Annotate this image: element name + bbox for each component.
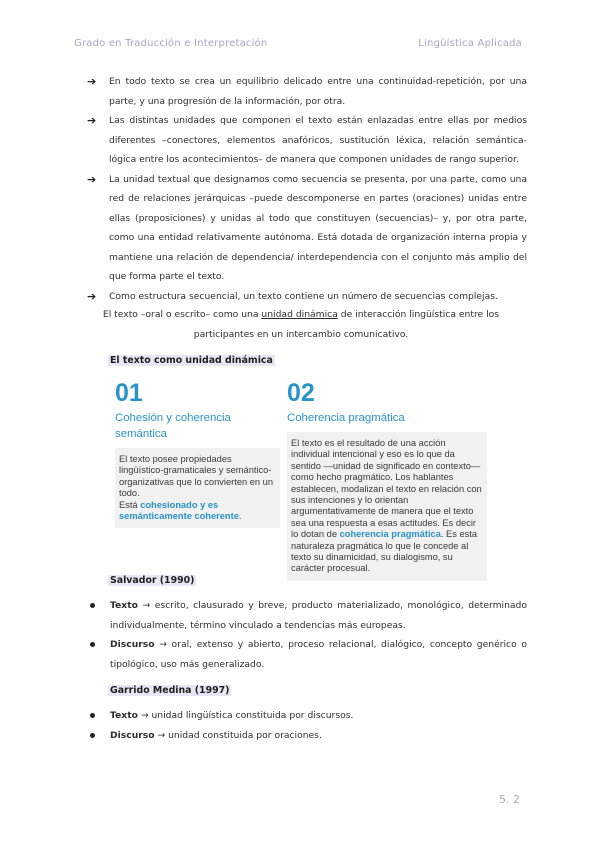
bullet-dot-icon	[90, 733, 95, 738]
card-cohesion	[115, 378, 280, 528]
header-subject: Lingüística Aplicada	[418, 38, 522, 49]
author-heading: Salvador (1990)	[110, 575, 195, 586]
card-number: 02	[287, 379, 315, 407]
card-number: 01	[115, 379, 143, 407]
list-item: ➔ Como estructura secuencial, un texto contiene un número de secuencias complejas.	[87, 287, 527, 307]
list-item: ➔ Las distintas unidades que componen el texto están enlazadas entre ellas por medios diferentes –conectores, elementos anafóricos, sustitución léxica, relación semántica-lógica entre los acontecimientos– de manera que componen unidades de rango superior.	[87, 111, 527, 170]
arrow-right-icon: ➔	[87, 75, 97, 88]
list-item: Texto → unidad lingüística constituida por discursos.	[89, 706, 527, 726]
section-title: El texto como unidad dinámica	[110, 355, 273, 366]
card-title: Coherencia pragmática	[287, 412, 405, 424]
author-definition-list	[89, 706, 527, 745]
author-heading: Garrido Medina (1997)	[110, 685, 230, 696]
bullet-dot-icon	[90, 603, 95, 608]
arrow-right-icon: ➔	[87, 114, 97, 127]
bullet-dot-icon	[90, 642, 95, 647]
page-number: 5. 2	[499, 793, 520, 806]
author-definition-list	[89, 596, 527, 674]
definition-paragraph: El texto –oral o escrito– como una unidad dinámica de interacción lingüística entre los participantes en un intercambio comunicativo.	[102, 309, 500, 340]
card-title: Cohesión y coherencia semántica	[115, 412, 231, 440]
arrow-right-icon: ➔	[87, 289, 97, 303]
bullet-dot-icon	[90, 713, 95, 718]
list-item: Discurso → oral, extenso y abierto, proceso relacional, dialógico, concepto genérico o tipológico, uso más generalizado.	[89, 635, 527, 674]
list-item: Texto → escrito, clausurado y breve, producto materializado, monológico, determinado individualmente, término vinculado a tendencias más europeas.	[89, 596, 527, 635]
arrow-bullet-list	[87, 72, 527, 306]
list-item: ➔ La unidad textual que designamos como secuencia se presenta, por una parte, como una red de relaciones jerárquicas –puede descomponerse en partes (oraciones) unidas entre ellas (proposiciones) y unidas al todo que constituyen (secuencias)– y, por otra parte, como una entidad relativamente autónoma. Está dotada de organización interna propia y mantiene una relación de dependencia/ interdependencia con el conjunto más amplio del que forma parte el texto.	[87, 170, 527, 287]
underlined-term: unidad dinámica	[261, 309, 338, 320]
list-item: Discurso → unidad constituida por oraciones.	[89, 726, 527, 746]
card-pragmatic	[287, 378, 487, 581]
card-body: El texto posee propiedades lingüístico-gramaticales y semántico-organizativas que lo convierten en un todo. Está cohesionado y es semánticamente coherente.	[115, 448, 280, 528]
arrow-right-icon: ➔	[87, 172, 97, 186]
list-item: ➔ En todo texto se crea un equilibrio delicado entre una continuidad-repetición, por una parte, y una progresión de la información, por otra.	[87, 72, 527, 111]
page-header	[74, 38, 522, 54]
card-body: El texto es el resultado de una acción individual intencional y eso es lo que da sentido —unidad de significado en contexto— como hecho pragmático. Los hablantes establecen, modalizan el texto en relación con sus intenciones y lo orientan argumentativamente de manera que el texto sea una respuesta a esas actitudes. Es decir lo dotan de coherencia pragmática. Es esta naturaleza pragmática lo que le concede al texto su dinamicidad, su dialogismo, su carácter procesual.	[287, 432, 487, 581]
header-degree: Grado en Traducción e Interpretación	[74, 38, 268, 49]
